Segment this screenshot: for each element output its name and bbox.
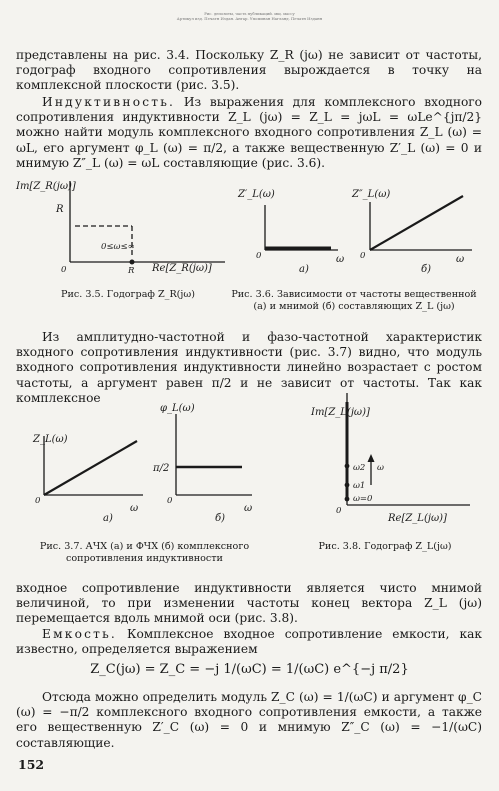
fig38-origin: 0 [336,506,342,516]
fig35-ytick: R [56,204,64,215]
fig37b-tag: б) [215,513,226,524]
fig37b-xlabel: ω [244,503,253,514]
fig38-ylabel: Im[Z_L(jω)] [311,407,370,418]
fig35-caption: Рис. 3.5. Годограф Z_R(jω) [61,289,195,300]
fig35-ylabel: Im[Z_R(jω)] [16,181,76,192]
fig35-xtick: R [128,266,135,276]
paragraph-capacitance [16,627,482,657]
page-number: 152 [18,757,45,772]
paragraph-6: Отсюда можно определить модуль Z_C (ω) = 1/(ωC) и аргумент φ_C (ω) = −π/2 комплексного входного сопротивления емкости, а также его вещественную Z′_C (ω) = 0 и мнимую Z″_C (ω) = −1/(ωC) составляющие. [16,690,482,750]
fig38-xlabel: Re[Z_L(jω)] [388,513,447,524]
fig37a-xlabel: ω [130,503,139,514]
fig38-point-w1 [345,483,350,488]
fig36a-xlabel: ω [336,254,345,265]
fig37b-ylabel: φ_L(ω) [160,403,195,414]
paragraph-1: представлены на рис. 3.4. Поскольку Z_R (jω) не зависит от частоты, годограф входного сопротивления вырождается в точку на комплексной плоскости (рис. 3.5). [16,48,482,93]
fig37b-ytick: π/2 [153,463,170,474]
fig36b-xlabel: ω [456,254,465,265]
fig38-w2: ω2 [353,463,366,473]
fig38-w0: ω=0 [353,494,373,504]
fig36a-tag: а) [299,264,309,275]
running-header-line-2: Артикул изд. Печатн Издан. Ангар. Упоминан Нагланд. Печатн Изданн [176,16,323,21]
fig37a-origin: 0 [35,496,41,506]
fig38-point-w2 [345,464,350,469]
paragraph-3: Из амплитудно-частотной и фазо-частотной характеристик входного сопротивления индуктивности (рис. 3.7) видно, что модуль входного сопротивления индуктивности линейно возрастает с ростом частоты, а аргумент равен π/2 и не зависит от частоты. Так как комплексное [16,330,482,405]
fig38-caption: Рис. 3.8. Годограф Z_L(jω) [318,541,452,552]
running-header-line-1: Рис. депозиты, часть публикаций. мщ. массу [204,11,295,16]
fig37-caption: Рис. 3.7. АЧХ (а) и ФЧХ (б) комплексного сопротивления индуктивности [39,541,250,564]
fig36b-origin: 0 [360,251,366,261]
fig36a-origin: 0 [256,251,262,261]
fig38-arrow-label: ω [377,463,384,473]
inductance-text: Из выражения для комплексного входного сопротивления индуктивности Z_L (jω) = Z_L = jωL = ωLe^{jπ/2} можно найти модуль комплексного входного сопротивления Z_L (ω) = ωL, его аргумент φ_L (ω) = π/2, а также вещественную Z′_L (ω) = 0 и мнимую Z″_L (ω) = ωL составляющие (рис. 3.6). [16,95,482,170]
fig37a-tag: а) [103,513,113,524]
fig35-origin: 0 [61,265,67,275]
fig36-caption: Рис. 3.6. Зависимости от частоты вещественной (а) и мнимой (б) составляющих Z_L (jω) [231,289,477,312]
fig36b-ylabel: Z″_L(ω) [352,189,391,200]
fig36b-tag: б) [421,264,432,275]
fig38-arrow [368,454,375,462]
fig37a-ylabel: Z_L(ω) [33,434,68,445]
fig37b-origin: 0 [167,496,173,506]
fig35-xlabel: Re[Z_R(jω)] [152,263,212,274]
capacitance-text: Комплексное входное сопротивление емкости, как известно, определяется выражением [16,627,482,657]
fig35-annotation: 0≤ω≤∞ [101,242,135,252]
fig36a-ylabel: Z′_L(ω) [238,189,275,200]
fig38-point-w0 [345,497,350,502]
paragraph-4: входное сопротивление индуктивности является чисто мнимой величиной, то при изменении частоты конец вектора Z_L (jω) перемещается вдоль мнимой оси (рис. 3.8). [16,581,482,626]
inductance-heading: Индуктивность. [42,95,176,109]
fig38-w1: ω1 [353,481,366,491]
capacitance-formula: Z_C(jω) = Z_C = −j 1/(ωC) = 1/(ωC) e^{−j π/2} [90,662,409,677]
capacitance-heading: Емкость. [42,627,118,641]
